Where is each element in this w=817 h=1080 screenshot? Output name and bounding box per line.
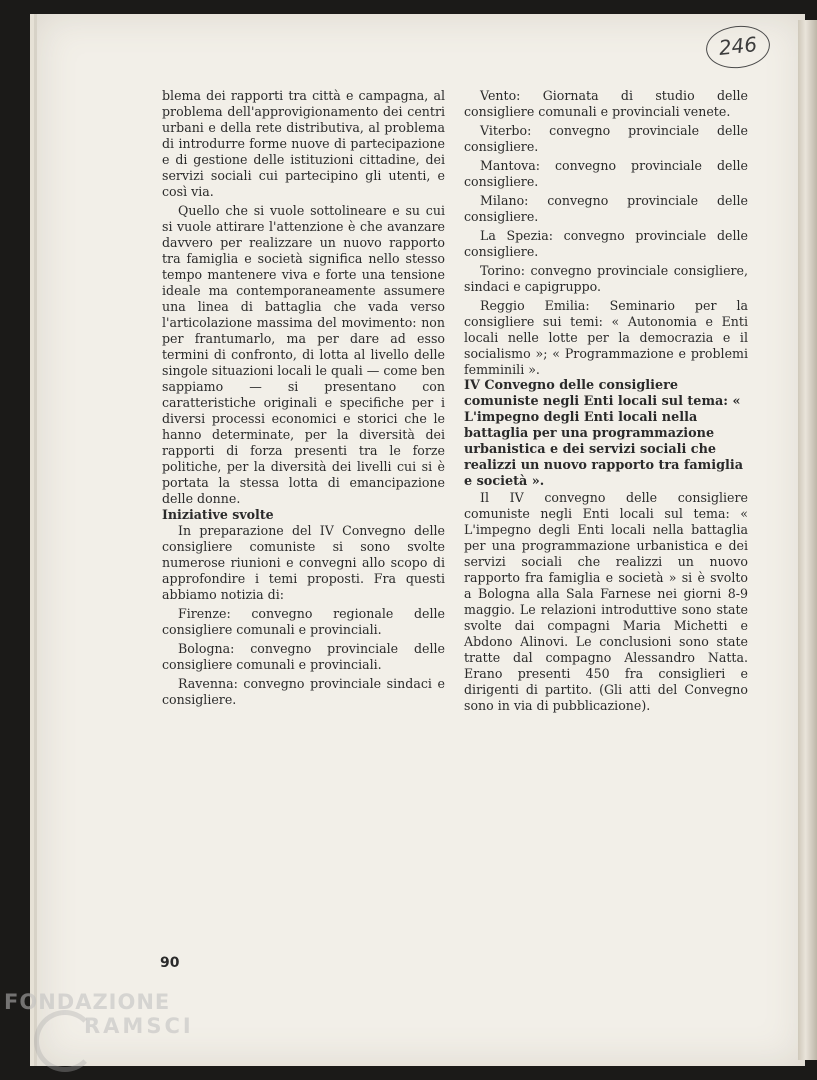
right-body-paragraph: Il IV convegno delle consigliere comuniste negli Enti locali sul tema: « L'impegno degli Enti locali nella battaglia per una programmazione urbanistica e dei servizi sociali che realizzi un nuovo rapporto fra famiglia e società » si è svolto a Bologna alla Sala Farnese nei giorni 8-9 maggio. Le relazioni introduttive sono state svolte dai compagni Maria Michetti e Abdono Alinovi. Le conclusioni sono state tratte dal compagno Alessandro Natta. Erano presenti 450 fra consiglieri e dirigenti di partito. (Gli atti del Convegno sono in via di pubblicazione). [464, 490, 748, 713]
watermark-text-line2: RAMSCI [84, 1014, 194, 1038]
list-item: Torino: convegno provinciale consigliere, sindaci e capigruppo. [464, 263, 748, 294]
left-paragraph-1: blema dei rapporti tra città e campagna, al problema dell'approvigionamento dei centri urbani e della rete distributiva, al problema di introdurre forme nuove di partecipazione e di gestione delle istituzioni cittadine, dei servizi sociali cui partecipino gli utenti, e così via. [162, 88, 445, 199]
next-sheet-edge [798, 20, 817, 1060]
left-column [162, 88, 445, 708]
list-item: Firenze: convegno regionale delle consigliere comunali e provinciali. [162, 606, 445, 637]
printed-page-number: 90 [160, 955, 180, 971]
watermark-text-line1: FONDAZIONE [4, 990, 171, 1014]
list-item: Viterbo: convegno provinciale delle consigliere. [464, 123, 748, 154]
list-item: Reggio Emilia: Seminario per la consigliere sui temi: « Autonomia e Enti locali nelle lotte per la democrazia e il socialismo »; « Programmazione e problemi femminili ». [464, 298, 748, 377]
watermark-logo [4, 990, 204, 1070]
section-heading-iniziative: Iniziative svolte [162, 507, 274, 522]
list-item: Bologna: convegno provinciale delle consigliere comunali e provinciali. [162, 641, 445, 672]
handwritten-page-number: 246 [704, 23, 772, 71]
list-item: Mantova: convegno provinciale delle consigliere. [464, 158, 748, 189]
left-paragraph-2: Quello che si vuole sottolineare e su cui si vuole attirare l'attenzione è che avanzare davvero per realizzare un nuovo rapporto tra famiglia e società significa nello stesso tempo mantenere viva e forte una tensione ideale ma contemporaneamente assumere una linea di battaglia che vada verso l'articolazione massima del movimento: non per frantumarlo, ma per dare ad esso termini di confronto, di lotta al livello delle singole situazioni locali le quali — come ben sappiamo — si presentano con caratteristiche originali e specifiche per i diversi processi economici e storici che le hanno determinate, per la diversità dei rapporti di forza presenti tra le forze politiche, per la diversità dei livelli cui si è portata la stessa lotta di emancipazione delle donne. [162, 203, 445, 506]
left-paragraph-3: In preparazione del IV Convegno delle consigliere comuniste si sono svolte numerose riunioni e convegni allo scopo di approfondire i temi proposti. Fra questi abbiamo notizia di: [162, 523, 445, 602]
list-item: La Spezia: convegno provinciale delle consigliere. [464, 228, 748, 259]
list-item: Milano: convegno provinciale delle consigliere. [464, 193, 748, 224]
list-item: Vento: Giornata di studio delle consigliere comunali e provinciali venete. [464, 88, 748, 119]
list-item: Ravenna: convegno provinciale sindaci e consigliere. [162, 676, 445, 707]
section-heading-convegno: IV Convegno delle consigliere comuniste negli Enti locali sul tema: « L'impegno degli Enti locali nella battaglia per una programmazione urbanistica e dei servizi sociali che realizzi un nuovo rapporto tra famiglia e società ». [464, 378, 744, 489]
right-column [464, 88, 748, 714]
